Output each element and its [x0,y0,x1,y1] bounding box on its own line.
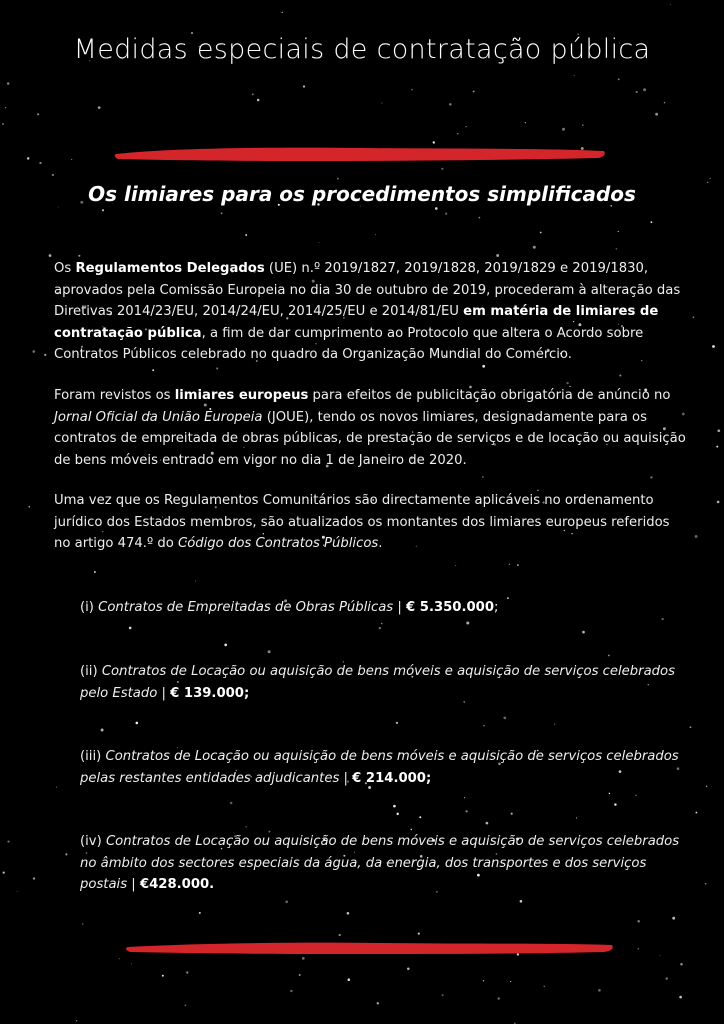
speckle-dot [337,178,339,180]
p1-text-3: , a fim de dar cumprimento ao Protocolo que altera o Acordo sobre Contratos Públicos celebrado no quadro da Organização Mundial do Comércio. [54,325,644,362]
speckle-dot [76,1020,77,1021]
speckle-dot [411,829,413,831]
speckle-dot [396,722,398,724]
speckle-dot [37,113,39,115]
speckle-dot [576,817,577,818]
speckle-dot [445,213,447,215]
speckle-dot [3,871,5,873]
speckle-dot [303,85,305,87]
speckle-dot [245,234,247,236]
p1-text-2: (UE) n.º 2019/1827, 2019/1828, 2019/1829 e 2019/1830, aprovados pela Comissão Europeia no dia 30 de outubro de 2019, procederam à alteração das Diretivas 2014/23/EU, 2014/24/EU, 2014/25/EU e 2014/81/EU [54,261,681,319]
speckle-dot [473,91,475,93]
speckle-dot [582,124,584,126]
speckle-dot [129,627,132,630]
speckle-dot [483,725,484,726]
speckle-dot [56,787,57,788]
threshold-description: Contratos de Locação ou aquisição de bens móveis e aquisição de serviços celebrados pelas restantes entidades adjudicantes [80,749,679,786]
speckle-dot [379,627,381,629]
application-paragraph [54,490,688,555]
p2-bold-limiares: limiares europeus [174,388,309,403]
threshold-number: (i) [80,600,99,615]
threshold-end: ; [494,600,499,615]
speckle-dot [381,103,382,104]
speckle-dot [614,803,616,805]
speckle-dot [78,255,80,257]
speckle-dot [466,622,469,625]
speckle-dot [299,974,301,976]
speckle-dot [98,106,101,109]
speckle-dot [52,174,54,176]
speckle-dot [199,912,201,914]
speckle-dot [482,476,483,477]
speckle-dot [497,997,500,1000]
threshold-description: Contratos de Locação ou aquisição de bens móveis e aquisição de serviços celebrados no âmbito dos sectores especiais da água, da energia, dos transportes e dos serviços postais [80,834,680,892]
speckle-dot [709,178,710,179]
speckle-dot [664,102,666,104]
speckle-dot [455,565,456,566]
speckle-dot [616,248,618,250]
speckle-dot [252,93,254,95]
speckle-dot [554,724,555,725]
speckle-dot [566,382,568,384]
speckle-dot [2,123,4,125]
speckle-dot [449,103,451,105]
speckle-dot [396,813,398,815]
speckle-dot [636,91,638,93]
speckle-dot [347,912,350,915]
speckle-dot [195,581,196,582]
speckle-dot [319,242,320,243]
speckle-dot [465,810,467,812]
speckle-dot [695,535,698,538]
speckle-dot [465,126,466,127]
speckle-dot [517,564,518,565]
speckle-dot [503,717,506,720]
speckle-dot [32,350,35,353]
speckle-dot [635,795,636,796]
threshold-amount: € 139.000; [170,685,250,701]
speckle-dot [49,254,52,257]
speckle-dot [618,231,619,232]
speckle-dot [268,650,271,653]
speckle-dot [520,900,523,903]
p3-italic-codigo: Código dos Contratos Públicos [178,536,379,551]
speckle-dot [672,917,675,920]
speckle-dot [136,722,139,725]
speckle-dot [82,923,84,925]
speckle-dot [65,853,67,855]
speckle-dot [162,975,164,977]
speckle-dot [71,159,72,160]
threshold-amount: € 214.000; [352,770,432,786]
speckle-dot [680,963,683,966]
speckle-dot [44,354,46,356]
speckle-dot [285,901,288,904]
speckle-dot [705,883,706,884]
threshold-separator: | [157,685,171,701]
speckle-dot [257,99,260,102]
speckle-dot [598,989,601,992]
speckle-dot [131,963,132,964]
threshold-separator: | [127,877,140,892]
speckle-dot [510,981,511,982]
speckle-dot [655,113,658,116]
threshold-amount: €428.000. [139,877,215,892]
revision-paragraph [54,385,688,471]
speckle-dot [643,88,646,91]
speckle-dot [638,948,639,949]
speckle-dot [486,822,489,825]
section-subtitle: Os limiares para os procedimentos simplificados [88,182,636,206]
threshold-separator: | [339,770,353,786]
speckle-dot [717,429,720,432]
speckle-dot [381,623,383,625]
speckle-dot [216,367,218,369]
speckle-dot [441,168,443,170]
threshold-description: Contratos de Empreitadas de Obras Públicas [98,600,394,615]
p2-text-1: Foram revistos os [54,388,175,403]
speckle-dot [706,786,708,788]
speckle-dot [665,977,667,979]
speckle-dot [375,234,376,235]
speckle-dot [509,564,510,565]
speckle-dot [544,986,545,987]
speckle-dot [690,726,692,728]
speckle-dot [525,122,526,123]
speckle-dot [496,254,499,257]
p1-bold-materia: em matéria de limiares de contratação pública [54,304,659,341]
threshold-amount: € 5.350.000 [406,600,495,615]
threshold-number: (ii) [80,664,102,679]
speckle-dot [29,506,31,508]
speckle-dot [224,644,227,647]
speckle-dot [411,89,413,91]
speckle-dot [101,729,104,732]
p2-italic-joue: Jornal Oficial da União Europeia [54,409,263,425]
red-brush-stroke-bottom [122,937,616,959]
speckle-dot [419,816,421,818]
threshold-separator: | [393,600,406,615]
speckle-dot [717,501,720,504]
p3-text-2: . [378,536,383,551]
intro-paragraph [54,258,688,366]
speckle-dot [58,207,59,208]
p2-text-2: para efeitos de publicitação obrigatória de anúncio no [308,388,671,403]
p2-text-3: (JOUE), tendo os novos limiares, designadamente para os contratos de empreitada de obras públicas, de prestação de serviços e de locação ou aquisição de bens móveis entrado em vigor no dia 1 de Janeiro de 2020. [54,409,686,468]
speckle-dot [7,841,9,843]
speckle-dot [94,571,96,573]
speckle-dot [407,968,410,971]
speckle-dot [33,877,35,879]
speckle-dot [339,934,341,936]
speckle-dot [693,316,695,318]
page-title: Medidas especiais de contratação pública [73,34,651,65]
threshold-description: Contratos de Locação ou aquisição de bens móveis e aquisição de serviços celebrados pelo Estado [80,664,675,701]
threshold-item-iv [80,831,690,896]
speckle-dot [619,375,621,377]
speckle-dot [152,369,154,371]
speckle-dot [377,1002,379,1004]
speckle-dot [608,655,610,657]
speckle-dot [716,446,718,448]
speckle-dot [464,797,465,798]
speckle-dot [17,891,18,892]
speckle-dot [479,217,481,219]
threshold-item-i [80,597,690,619]
p1-bold-regulamentos: Regulamentos Delegados [75,261,265,276]
speckle-dot [282,12,283,13]
speckle-dot [637,920,639,922]
speckle-dot [418,932,420,934]
speckle-dot [7,82,10,85]
speckle-dot [102,209,104,211]
speckle-dot [511,813,513,815]
speckle-dot [670,4,671,5]
speckle-dot [5,107,6,108]
speckle-dot [435,207,438,210]
speckle-dot [39,162,41,164]
speckle-dot [660,955,661,956]
speckle-dot [457,133,458,134]
speckle-dot [27,157,30,160]
threshold-item-ii [80,661,690,704]
speckle-dot [483,980,484,981]
speckle-dot [650,476,652,478]
speckle-dot [574,75,575,76]
speckle-dot [245,826,246,827]
speckle-dot [679,996,682,999]
speckle-dot [695,812,697,814]
red-brush-stroke-top [112,143,608,165]
speckle-dot [540,232,542,234]
speckle-dot [582,631,585,634]
speckle-dot [609,793,611,795]
speckle-dot [712,345,715,348]
threshold-number: (iii) [80,749,106,764]
speckle-dot [348,978,351,981]
speckle-dot [651,221,653,223]
speckle-dot [562,128,565,131]
speckle-dot [618,78,620,80]
speckle-dot [221,212,223,214]
threshold-number: (iv) [80,834,106,849]
speckle-dot [230,802,232,804]
p1-text-1: Os [54,261,76,276]
p3-text-1: Uma vez que os Regulamentos Comunitários são directamente aplicáveis no ordenamento jurídico dos Estados membros, são atualizados os montantes dos limiares europeus referidos no artigo 474.º do [54,493,670,551]
speckle-dot [185,1005,187,1007]
speckle-dot [290,990,292,992]
speckle-dot [442,994,444,996]
speckle-dot [533,246,536,249]
speckle-dot [186,971,188,973]
threshold-item-iii [80,746,690,789]
speckle-dot [119,958,120,959]
speckle-dot [393,805,396,808]
